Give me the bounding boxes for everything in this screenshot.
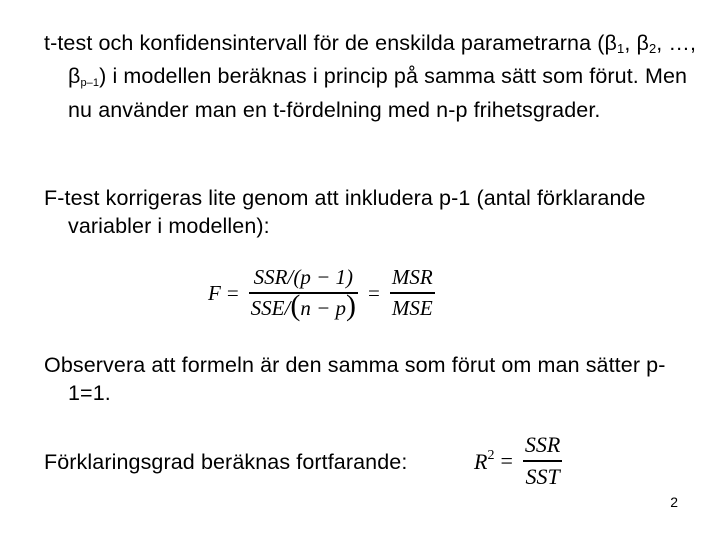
denominator-text: SSE/ [250, 295, 291, 320]
r-symbol: R [474, 448, 488, 474]
beta-subscript: 2 [648, 41, 657, 56]
close-paren: ) [346, 288, 357, 322]
paragraph-t-test [44, 30, 708, 125]
separator: , …, [656, 31, 697, 55]
fraction-numerator: SSR [524, 432, 561, 458]
paragraph-f-test: F-test korrigeras lite genom att inkludera p-1 (antal förklarande variabler i modellen): [44, 186, 646, 238]
fraction-numerator: MSR [391, 265, 433, 290]
beta-subscript: p–1 [80, 76, 100, 89]
equals-sign: = [368, 280, 380, 305]
equals-sign: = [500, 448, 513, 473]
formula-lhs: F [208, 280, 221, 305]
beta-symbol: β [604, 31, 617, 55]
beta-symbol: β [636, 31, 649, 55]
beta-subscript: 1 [616, 41, 625, 56]
fraction-msr-mse [390, 265, 435, 320]
fraction-numerator: SSR/(p − 1) [253, 265, 353, 290]
formula-lhs [474, 448, 494, 475]
open-paren: ( [290, 288, 301, 322]
fraction-ssr-sse [249, 265, 358, 320]
denominator-inner: n − p [300, 295, 347, 320]
r-squared-formula [474, 428, 566, 494]
paragraph-text: t-test och konfidensintervall för de enskilda parametrarna ( [44, 31, 605, 55]
fraction-denominator: MSE [391, 295, 433, 320]
superscript: 2 [487, 447, 495, 463]
equals-sign: = [226, 280, 239, 305]
fraction-denominator: SST [525, 463, 560, 489]
page-number: 2 [670, 494, 678, 510]
fraction-denominator [249, 288, 358, 322]
fraction-ssr-sst [523, 432, 562, 489]
paragraph-text: ) i modellen beräknas i princip på samma sätt som förut. Men nu använder man en t-fördelning med n-p frihetsgrader. [68, 63, 688, 122]
beta-symbol: β [68, 63, 81, 88]
paragraph-r-squared: Förklaringsgrad beräknas fortfarande: [44, 450, 408, 474]
f-statistic-formula [208, 258, 439, 328]
separator: , [624, 31, 637, 55]
paragraph-observation: Observera att formeln är den samma som förut om man sätter p-1=1. [44, 353, 666, 405]
